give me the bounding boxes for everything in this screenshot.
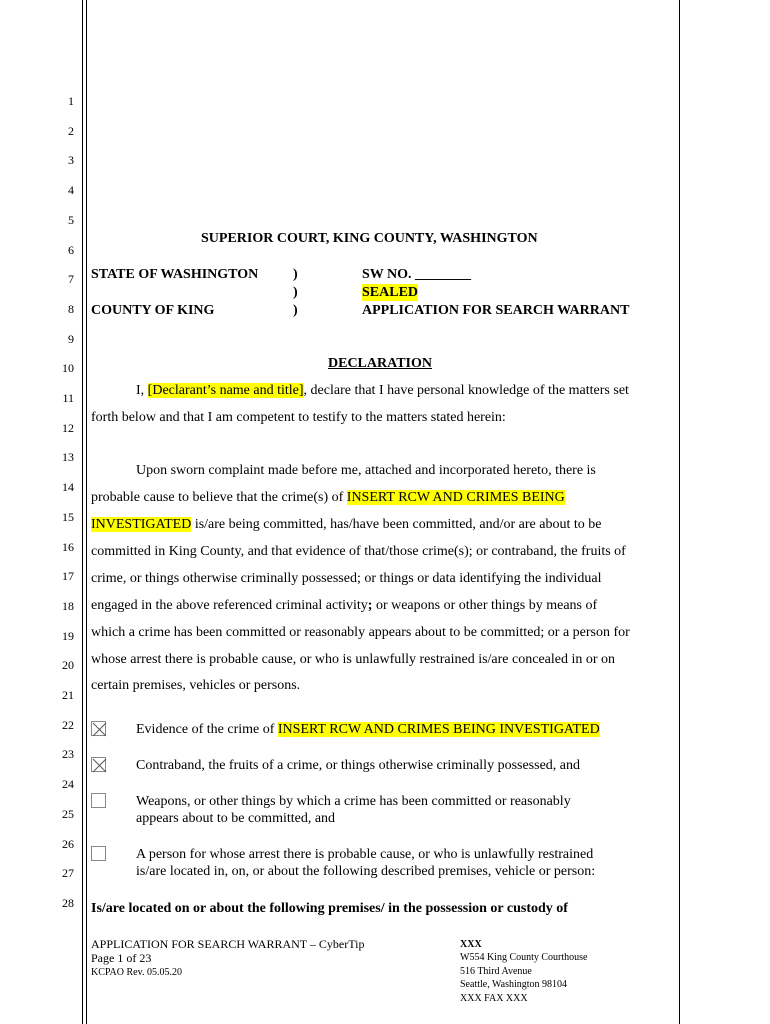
line-number: 8 [68,301,74,316]
checklist-item-evidence [136,721,600,738]
footer-page-number: Page 1 of 23 [91,951,152,965]
premises-statement: Is/are located on or about the following premises/ in the possession or custody of [91,901,568,916]
line-number: 1 [68,94,74,108]
declaration-heading: DECLARATION [328,356,432,371]
line-number: 22 [62,717,74,732]
line-number: 18 [62,598,74,613]
checklist-item-weapons-line1: Weapons, or other things by which a crime has been committed or reasonably [136,794,571,809]
document-type: APPLICATION FOR SEARCH WARRANT [362,303,630,318]
line-number: 24 [62,777,74,792]
para1-prefix: I, [136,383,148,398]
line-number: 15 [62,509,74,524]
crime-placeholder: INVESTIGATED [91,517,192,532]
line-number: 5 [68,212,74,227]
caption-paren: ) [293,285,298,300]
check-x-icon [92,758,107,773]
footer-revision: KCPAO Rev. 05.05.20 [91,967,182,978]
footer-prosecutor: XXX [460,939,482,950]
para2-line1: Upon sworn complaint made before me, attached and incorporated hereto, there is [136,463,596,478]
check-x-icon [92,722,107,737]
para1-rest: , declare that I have personal knowledge of the matters set [303,383,629,398]
right-margin-rule [679,0,680,1024]
para1-line1 [136,382,629,399]
weapons-checkbox[interactable] [91,793,106,808]
crime-placeholder: INSERT RCW AND CRIMES BEING [346,490,565,505]
line-number: 14 [62,480,74,495]
declarant-placeholder: [Declarant’s name and title] [147,383,304,398]
caption-paren: ) [293,303,298,318]
footer-address-line2: 516 Third Avenue [460,966,532,977]
line-number: 28 [62,895,74,910]
sw-number: SW NO. ________ [362,267,472,282]
line-number: 7 [68,272,74,287]
para2-text: or weapons or other things by means of [372,598,598,613]
footer-doc-title: APPLICATION FOR SEARCH WARRANT – CyberTip [91,937,365,951]
footer-address-line3: Seattle, Washington 98104 [460,979,568,990]
party-county: COUNTY OF KING [91,303,215,318]
line-number: 26 [62,836,74,851]
line-number: 4 [68,183,74,198]
caption-paren: ) [293,267,298,282]
checklist-item-weapons-line2: appears about to be committed, and [136,811,336,826]
para2-text: is/are being committed, has/have been committed, and/or are about to be [191,517,602,532]
para2-line8: whose arrest there is probable cause, or who is unlawfully restrained is/are concealed in or on [91,652,616,667]
line-number: 13 [62,450,74,465]
party-state: STATE OF WASHINGTON [91,267,259,282]
para2-line7: which a crime has been committed or reasonably appears about to be committed; or a person for [91,625,630,640]
para1-line2: forth below and that I am competent to testify to the matters stated herein: [91,410,506,425]
footer-phone-fax: XXX FAX XXX [460,993,528,1004]
checklist-item-contraband: Contraband, the fruits of a crime, or things otherwise criminally possessed, and [136,758,581,773]
contraband-checkbox[interactable] [91,757,106,772]
evidence-checkbox[interactable] [91,721,106,736]
court-title: SUPERIOR COURT, KING COUNTY, WASHINGTON [201,231,538,246]
para2-line3 [91,516,601,533]
line-number: 23 [62,747,74,762]
line-number: 16 [62,539,74,554]
line-number: 19 [62,628,74,643]
sealed-label: SEALED [362,285,419,300]
line-number: 2 [68,123,74,138]
checklist-item-person-line2: is/are located in, on, or about the following described premises, vehicle or person: [136,864,596,879]
para2-line2 [91,489,565,506]
para2-line9: certain premises, vehicles or persons. [91,678,301,693]
left-margin-rule-outer [82,0,83,1024]
line-number: 27 [62,866,74,881]
line-number: 21 [62,688,74,702]
checklist-text: Evidence of the crime of [136,722,278,737]
para2-line5: crime, or things otherwise criminally possessed; or things or data identifying the individual [91,571,602,586]
para2-line6 [91,597,597,614]
line-number: 11 [62,391,74,405]
para2-line4: committed in King County, and that evidence of that/those crime(s); or contraband, the fruits of [91,544,626,559]
line-number: 3 [68,153,74,168]
footer-address-line1: W554 King County Courthouse [460,952,588,963]
para2-semicolon: ; [367,598,373,613]
para2-text: engaged in the above referenced criminal activity [91,598,368,613]
left-margin-rule-inner [86,0,87,1024]
line-number: 17 [62,569,74,584]
line-number: 6 [68,242,74,257]
person-checkbox[interactable] [91,846,106,861]
line-number: 12 [62,420,74,435]
checklist-item-person-line1: A person for whose arrest there is probable cause, or who is unlawfully restrained [136,847,594,862]
line-number: 9 [68,331,74,346]
line-number: 10 [62,361,74,376]
line-number: 20 [62,658,74,673]
crime-placeholder: INSERT RCW AND CRIMES BEING INVESTIGATED [277,722,600,737]
para2-text: probable cause to believe that the crime(s) of [91,490,347,505]
line-number: 25 [62,806,74,821]
